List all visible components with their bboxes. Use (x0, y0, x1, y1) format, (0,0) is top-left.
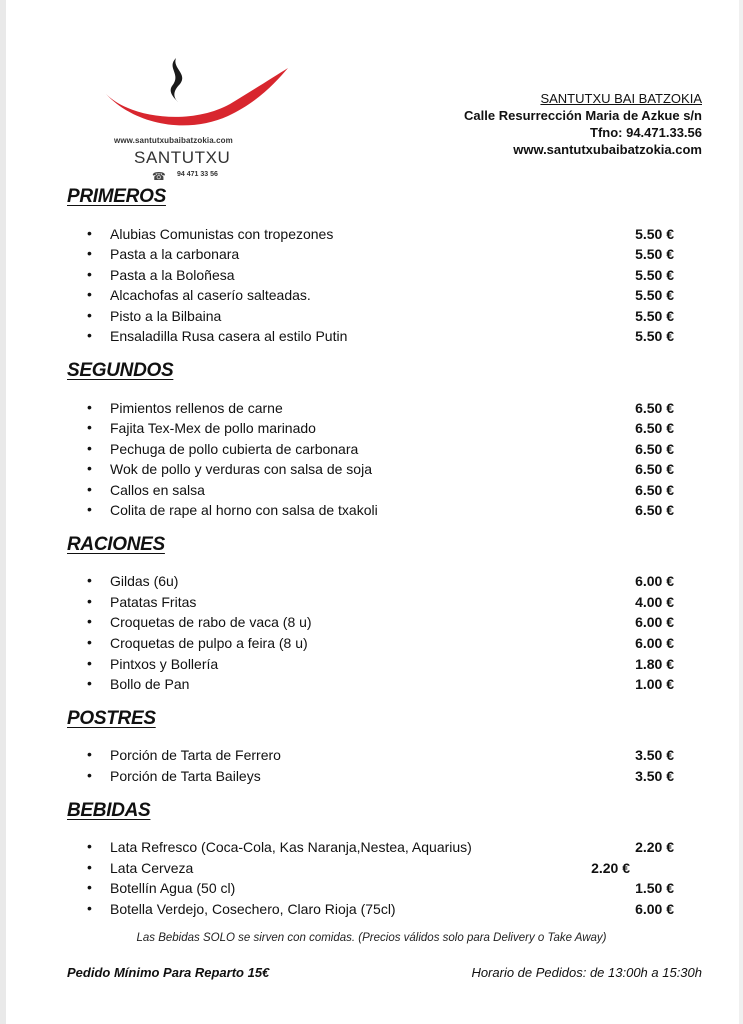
item-name: Pimientos rellenos de carne (110, 400, 283, 416)
menu-item (87, 246, 677, 266)
item-name: Croquetas de rabo de vaca (8 u) (110, 614, 312, 630)
item-name: Fajita Tex-Mex de pollo marinado (110, 420, 316, 436)
bullet: • (87, 266, 92, 282)
item-name: Porción de Tarta Baileys (110, 768, 261, 784)
menu-item (87, 656, 677, 676)
item-price: 2.20 € (591, 860, 630, 876)
bullet: • (87, 634, 92, 650)
item-price: 6.50 € (635, 400, 674, 416)
section-title-raciones: RACIONES (67, 534, 165, 555)
logo-name: SANTUTXU (134, 148, 231, 167)
item-price: 5.50 € (635, 267, 674, 283)
item-name: Pasta a la Boloñesa (110, 267, 235, 283)
menu-item (87, 635, 677, 655)
bullet: • (87, 440, 92, 456)
item-name: Pechuga de pollo cubierta de carbonara (110, 441, 359, 457)
bullet: • (87, 900, 92, 916)
menu-item (87, 420, 677, 440)
item-name: Wok de pollo y verduras con salsa de soja (110, 461, 372, 477)
item-price: 1.00 € (635, 676, 674, 692)
item-name: Callos en salsa (110, 482, 205, 498)
item-price: 1.50 € (635, 880, 674, 896)
item-price: 2.20 € (635, 839, 674, 855)
item-name: Colita de rape al horno con salsa de txakoli (110, 502, 378, 518)
phone-number: Tfno: 94.471.33.56 (590, 125, 702, 140)
item-price: 5.50 € (635, 328, 674, 344)
logo-url: www.santutxubaibatzokia.com (114, 136, 233, 145)
menu-item (87, 573, 677, 593)
item-name: Lata Cerveza (110, 860, 194, 876)
bullet: • (87, 225, 92, 241)
menu-item (87, 461, 677, 481)
bullet: • (87, 675, 92, 691)
item-price: 1.80 € (635, 656, 674, 672)
bullet: • (87, 419, 92, 435)
item-price: 6.50 € (635, 461, 674, 477)
logo-swoosh-graphic (100, 52, 300, 142)
menu-item (87, 880, 677, 900)
page-shadow-left (0, 0, 6, 1024)
item-name: Pisto a la Bilbaina (110, 308, 222, 324)
website: www.santutxubaibatzokia.com (513, 142, 702, 157)
item-price: 5.50 € (635, 246, 674, 262)
bullet: • (87, 767, 92, 783)
section-title-segundos: SEGUNDOS (67, 360, 174, 381)
batzoki-logo (100, 52, 300, 182)
telephone-icon: ☎ (152, 171, 166, 183)
bullet: • (87, 593, 92, 609)
bullet: • (87, 399, 92, 415)
item-price: 3.50 € (635, 747, 674, 763)
menu-item (87, 839, 677, 859)
menu-item (87, 308, 677, 328)
menu-item (87, 594, 677, 614)
bullet: • (87, 838, 92, 854)
item-name: Bollo de Pan (110, 676, 190, 692)
menu-item (87, 287, 677, 307)
item-name: Gildas (6u) (110, 573, 179, 589)
menu-item (87, 901, 677, 921)
section-title-bebidas: BEBIDAS (67, 800, 151, 821)
item-price: 6.50 € (635, 420, 674, 436)
item-price: 6.00 € (635, 635, 674, 651)
bullet: • (87, 481, 92, 497)
menu-item (87, 267, 677, 287)
item-price: 6.00 € (635, 901, 674, 917)
item-price: 3.50 € (635, 768, 674, 784)
drinks-note: Las Bebidas SOLO se sirven con comidas. (Precios válidos solo para Delivery o Take Away) (136, 932, 607, 944)
menu-item (87, 502, 677, 522)
item-price: 6.00 € (635, 614, 674, 630)
menu-item (87, 747, 677, 767)
item-price: 5.50 € (635, 226, 674, 242)
item-price: 6.50 € (635, 482, 674, 498)
item-price: 6.00 € (635, 573, 674, 589)
contact-header (464, 90, 702, 158)
page-shadow-right (739, 0, 743, 1024)
club-name: SANTUTXU BAI BATZOKIA (540, 91, 702, 106)
item-name: Ensaladilla Rusa casera al estilo Putin (110, 328, 348, 344)
menu-item (87, 614, 677, 634)
item-name: Pintxos y Bollería (110, 656, 219, 672)
section-title-primeros: PRIMEROS (67, 186, 166, 207)
menu-item (87, 441, 677, 461)
item-name: Pasta a la carbonara (110, 246, 240, 262)
bullet: • (87, 245, 92, 261)
bullet: • (87, 655, 92, 671)
bullet: • (87, 327, 92, 343)
minimum-order: Pedido Mínimo Para Reparto 15€ (67, 965, 270, 980)
item-name: Alubias Comunistas con tropezones (110, 226, 334, 242)
order-hours: Horario de Pedidos: de 13:00h a 15:30h (471, 965, 702, 980)
menu-item (87, 860, 677, 880)
bullet: • (87, 501, 92, 517)
item-price: 5.50 € (635, 308, 674, 324)
bullet: • (87, 746, 92, 762)
address: Calle Resurrección Maria de Azkue s/n (464, 108, 702, 123)
menu-item (87, 768, 677, 788)
item-price: 6.50 € (635, 502, 674, 518)
bullet: • (87, 286, 92, 302)
menu-item (87, 400, 677, 420)
item-name: Patatas Fritas (110, 594, 197, 610)
bullet: • (87, 572, 92, 588)
bullet: • (87, 613, 92, 629)
item-name: Porción de Tarta de Ferrero (110, 747, 281, 763)
menu-item (87, 482, 677, 502)
item-name: Lata Refresco (Coca-Cola, Kas Naranja,Nestea, Aquarius) (110, 839, 472, 855)
bullet: • (87, 460, 92, 476)
section-title-postres: POSTRES (67, 708, 156, 729)
menu-item (87, 226, 677, 246)
item-price: 4.00 € (635, 594, 674, 610)
bullet: • (87, 879, 92, 895)
item-name: Botellín Agua (50 cl) (110, 880, 236, 896)
item-price: 6.50 € (635, 441, 674, 457)
item-name: Botella Verdejo, Cosechero, Claro Rioja (75cl) (110, 901, 396, 917)
item-price: 5.50 € (635, 287, 674, 303)
bullet: • (87, 307, 92, 323)
item-name: Croquetas de pulpo a feira (8 u) (110, 635, 308, 651)
menu-item (87, 676, 677, 696)
menu-item (87, 328, 677, 348)
bullet: • (87, 859, 92, 875)
item-name: Alcachofas al caserío salteadas. (110, 287, 311, 303)
logo-phone: 94 471 33 56 (177, 171, 218, 178)
